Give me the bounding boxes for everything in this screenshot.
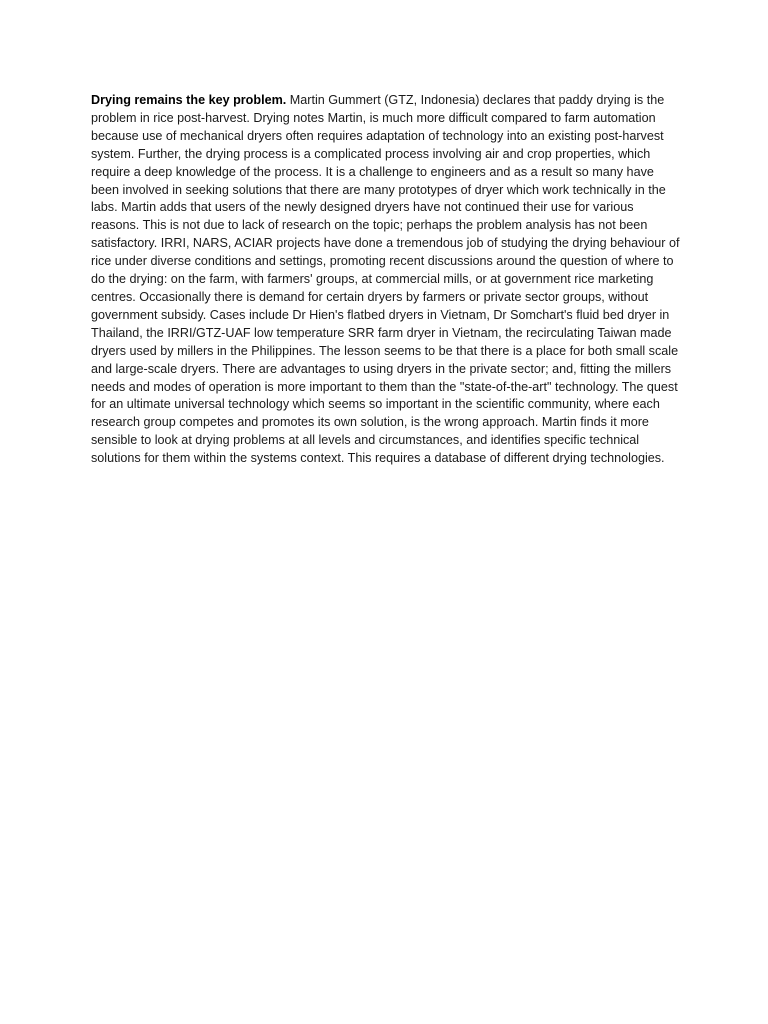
paragraph-body-text: Martin Gummert (GTZ, Indonesia) declares that paddy drying is the problem in rice post-harvest. Drying notes Martin, is much more difficult compared to farm automation because use of mechanical dryers often requires adaptation of technology into an existing post-harvest system. Further, the drying process is a complicated process involving air and crop properties, which require a deep knowledge of the process. It is a challenge to engineers and as a result so many have been involved in seeking solutions that there are many prototypes of dryer which work technically in the labs. Martin adds that users of the newly designed dryers have not continued their use for various reasons. This is not due to lack of research on the topic; perhaps the problem analysis has not been satisfactory. IRRI, NARS, ACIAR projects have done a tremendous job of studying the drying behaviour of rice under diverse conditions and settings, promoting recent discussions around the question of where to do the drying: on the farm, with farmers' groups, at commercial mills, or at government rice marketing centres. Occasionally there is demand for certain dryers by farmers or private sector groups, without government subsidy. Cases include Dr Hien's flatbed dryers in Vietnam, Dr Somchart's fluid bed dryer in Thailand, the IRRI/GTZ-UAF low temperature SRR farm dryer in Vietnam, the recirculating Taiwan made dryers used by millers in the Philippines. The lesson seems to be that there is a place for both small scale and large-scale dryers. There are advantages to using dryers in the private sector; and, fitting the millers needs and modes of operation is more important to them than the "state-of-the-art" technology. The quest for an ultimate universal technology which seems so important in the scientific community, where each research group competes and promotes its own solution, is the wrong approach. Martin finds it more sensible to look at drying problems at all levels and circumstances, and identifies specific technical solutions for them within the systems context. This requires a database of different drying technologies. — [91, 93, 680, 466]
paragraph-lead-heading: Drying remains the key problem. — [91, 93, 287, 107]
body-paragraph — [91, 92, 681, 468]
